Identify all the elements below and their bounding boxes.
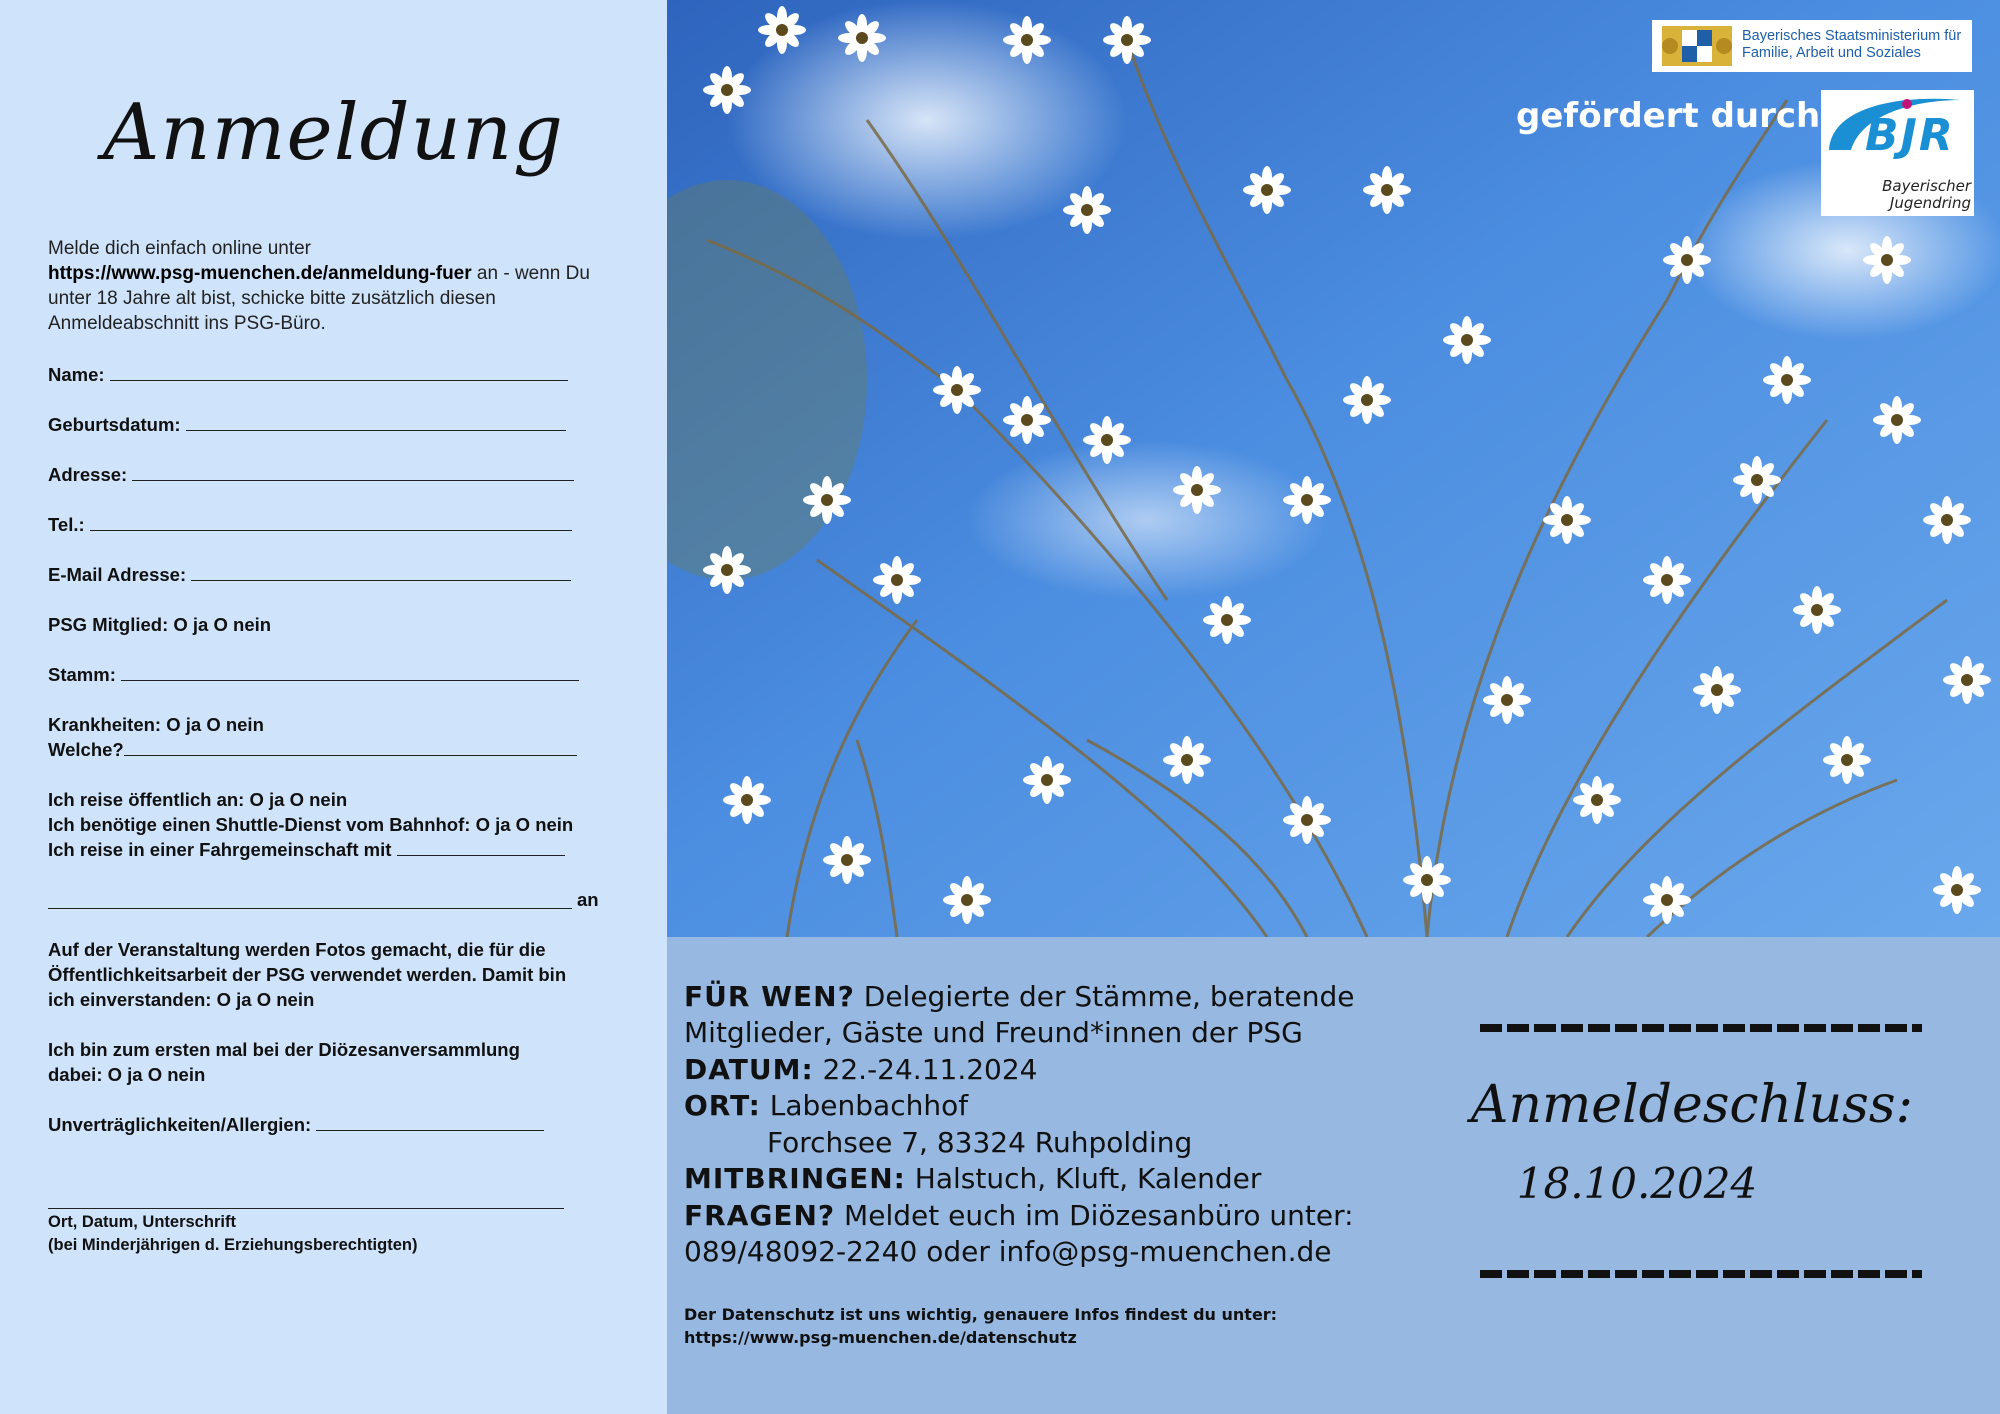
bring-label: MITBRINGEN: (684, 1162, 906, 1195)
field-illness[interactable]: Krankheiten: O ja O nein (48, 714, 264, 735)
who-text: Delegierte der Stämme, beratende (854, 980, 1355, 1013)
field-which-label: Welche? (48, 739, 124, 760)
ministry-line-2: Familie, Arbeit und Soziales (1742, 45, 1921, 61)
info-place-2: Forchsee 7, 83324 Ruhpolding (767, 1126, 1193, 1159)
intro-line-1: Melde dich einfach online unter (48, 238, 312, 259)
field-email-label: E-Mail Adresse: (48, 564, 187, 585)
info-questions (684, 1198, 1354, 1235)
signature-label: Ort, Datum, Unterschrift (48, 1213, 236, 1231)
bjr-logo (1821, 90, 1974, 216)
field-travel-public[interactable]: Ich reise öffentlich an: O ja O nein (48, 789, 348, 810)
field-allergies[interactable] (48, 1114, 544, 1136)
date-text: 22.-24.11.2024 (813, 1053, 1038, 1086)
info-date (684, 1052, 1038, 1089)
bjr-line-1: Bayerischer (1882, 177, 1971, 195)
who-label: FÜR WEN? (684, 980, 855, 1013)
first-time-choice[interactable]: dabei: O ja O nein (48, 1064, 206, 1085)
field-which[interactable] (48, 739, 577, 761)
field-phone-label: Tel.: (48, 514, 85, 535)
registration-panel (0, 0, 667, 1414)
chamomile-sky-image (667, 0, 2000, 937)
field-shuttle[interactable]: Ich benötige einen Shuttle-Dienst vom Bahnhof: O ja O nein (48, 814, 574, 835)
intro-line-4: Anmeldeabschnitt ins PSG-Büro. (48, 313, 326, 334)
field-name[interactable] (48, 364, 568, 386)
signature-note: (bei Minderjährigen d. Erziehungsberechtigten) (48, 1236, 418, 1254)
deadline-date: 18.10.2024 (1516, 1159, 1758, 1208)
field-carpool-end: an (577, 889, 599, 910)
signature-line[interactable] (48, 1208, 564, 1209)
field-stamm[interactable] (48, 664, 579, 686)
field-email[interactable] (48, 564, 571, 586)
field-phone[interactable] (48, 514, 572, 536)
bjr-line-2: Jugendring (1889, 194, 1971, 212)
questions-label: FRAGEN? (684, 1199, 836, 1232)
ministry-line-1: Bayerisches Staatsministerium für (1742, 28, 1962, 44)
field-birthdate[interactable] (48, 414, 566, 436)
info-who (684, 979, 1354, 1016)
field-name-label: Name: (48, 364, 105, 385)
bavarian-coat-of-arms-icon (1656, 20, 1738, 72)
place-text: Labenbachhof (760, 1089, 969, 1122)
bjr-letters: BJR (1865, 110, 1955, 161)
field-address-label: Adresse: (48, 464, 128, 485)
flower-photo (667, 0, 2000, 937)
info-contact[interactable]: 089/48092-2240 oder info@psg-muenchen.de (684, 1235, 1332, 1268)
deadline-dash-bottom (1480, 1270, 1922, 1278)
first-time-line-1: Ich bin zum ersten mal bei der Diözesanversammlung (48, 1039, 520, 1060)
privacy-note (684, 1303, 1277, 1349)
photos-consent[interactable]: ich einverstanden: O ja O nein (48, 989, 315, 1010)
event-info-panel (667, 937, 2000, 1414)
funded-by-label: gefördert durch (1516, 96, 1821, 136)
field-stamm-label: Stamm: (48, 664, 116, 685)
date-label: DATUM: (684, 1053, 814, 1086)
bring-text: Halstuch, Kluft, Kalender (905, 1162, 1262, 1195)
field-address[interactable] (48, 464, 574, 486)
ministry-logo (1652, 20, 1972, 72)
registration-title: Anmeldung (103, 88, 564, 178)
info-bring (684, 1161, 1261, 1198)
info-who-2: Mitglieder, Gäste und Freund*innen der PSG (684, 1016, 1303, 1049)
carpool-line[interactable] (48, 908, 572, 909)
field-member[interactable]: PSG Mitglied: O ja O nein (48, 614, 272, 635)
info-place (684, 1088, 968, 1125)
questions-text: Meldet euch im Diözesanbüro unter: (835, 1199, 1354, 1232)
field-birthdate-label: Geburtsdatum: (48, 414, 181, 435)
field-allergies-label: Unverträglichkeiten/Allergien: (48, 1114, 312, 1135)
intro-line-3: unter 18 Jahre alt bist, schicke bitte zusätzlich diesen (48, 288, 496, 309)
intro-line-2: an - wenn Du (471, 263, 590, 284)
privacy-url[interactable]: https://www.psg-muenchen.de/datenschutz (684, 1328, 1077, 1347)
field-carpool[interactable] (48, 839, 565, 861)
deadline-dash-top (1480, 1024, 1922, 1032)
field-carpool-label: Ich reise in einer Fahrgemeinschaft mit (48, 839, 392, 860)
place-label: ORT: (684, 1089, 761, 1122)
privacy-line-1: Der Datenschutz ist uns wichtig, genauere Infos findest du unter: (684, 1305, 1278, 1324)
intro-text (48, 236, 618, 336)
photos-line-2: Öffentlichkeitsarbeit der PSG verwendet werden. Damit bin (48, 964, 567, 985)
deadline-label: Anmeldeschluss: (1470, 1075, 1914, 1135)
photos-line-1: Auf der Veranstaltung werden Fotos gemacht, die für die (48, 939, 546, 960)
registration-url[interactable]: https://www.psg-muenchen.de/anmeldung-fuer (48, 263, 472, 284)
